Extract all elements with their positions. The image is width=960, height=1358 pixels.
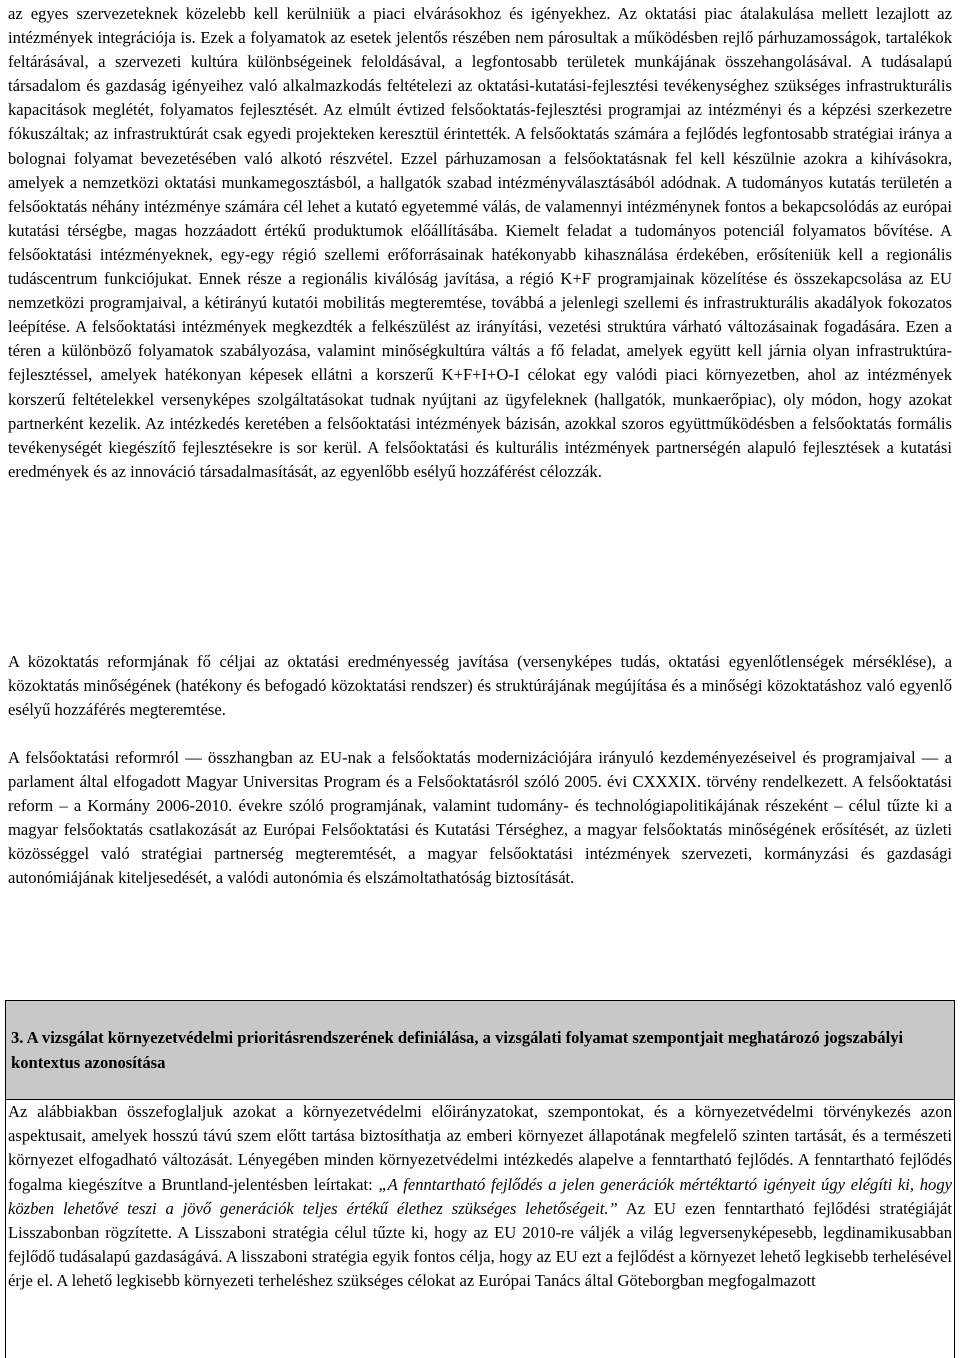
paragraph-public-education-reform: A közoktatás reformjának fő céljai az oktatási eredményesség javítása (versenyképes tudás, oktatási egyenlőtlenségek mérséklése), a közoktatás minőségének (hatékony és befogadó közoktatási rendszer) és struktúrájának megújítása és a minőségi közoktatáshoz való egyenlő esélyű hozzáférés megteremtése. — [8, 652, 952, 720]
paragraph-environmental-priorities — [8, 1100, 952, 1294]
paragraph-higher-education-development: az egyes szervezeteknek közelebb kell kerülniük a piaci elvárásokhoz és igényekhez. Az oktatási piac átalakulása mellett lezajlott az intézmények integrációja is. Ezek a folyamatok az esetek jelentős részében nem párosultak a működésben rejlő párhuzamosságok, tartalékok feltárásával, a szervezeti kultúra különbségeinek feloldásával, a legfontosabb területek munkájának összehangolásával. A tudásalapú társadalom és gazdaság igényeihez való alkalmazkodás feltételezi az oktatási-kutatási-fejlesztési tevékenységhez szükséges infrastrukturális kapacitások meglétét, folyamatos fejlesztését. Az elmúlt évtized felsőoktatás-fejlesztési programjai az intézményi és a képzési szerkezetre fókuszáltak; az infrastruktúrát csak egyedi projekteken keresztül érintették. A felsőoktatás számára a fejlődés legfontosabb stratégiai iránya a bolognai folyamat bevezetésében való alkotó részvétel. Ezzel párhuzamosan a felsőoktatásnak fel kell készülnie azokra a kihívásokra, amelyek a nemzetközi oktatási munkamegosztásból, a hallgatók szabad intézményválasztásából adódnak. A tudományos kutatás területén a felsőoktatás néhány intézménye számára cél lehet a kutató egyetemmé válás, de valamennyi intézménynek fontos a bekapcsolódás az európai kutatási térségbe, magas hozzáadott értékű produktumok előállításába. Kiemelt feladat a tudományos potenciál folyamatos bővítése. A felsőoktatási intézményeknek, egy-egy régió szellemi erőforrásainak hatékonyabb kihasználása érdekében, erősíteniük kell a regionális tudáscentrum funkciójukat. Ennek része a regionális kiválóság javítása, a régió K+F programjainak közelítése és összekapcsolása az EU nemzetközi programjaival, a kétirányú kutatói mobilitás megteremtése, továbbá a jelenlegi szellemi és infrastrukturális akadályok fokozatos leépítése. A felsőoktatási intézmények megkezdték a felkészülést az irányítási, vezetési struktúra várható változásainak fogadására. Ezen a téren a különböző folyamatok szabályozása, valamint minőségkultúra váltás a fő feladat, amelyek együtt kell járnia olyan infrastruktúra-fejlesztéssel, amelyek hatékonyan képesek ellátni a korszerű K+F+I+O-I célokat egy valódi piaci környezetben, ahol az intézmények korszerű feltételekkel versenyképes szolgáltatásokat tudnak nyújtani az ügyfeleknek (hallgatók, munkaerőpiac), oly módon, hogy azokat partnerként kezelik. Az intézkedés keretében a felsőoktatási intézmények bázisán, azokkal szoros együttműködésben a felsőoktatás formális tevékenységét kiegészítő fejlesztésekre is sor kerül. A felsőoktatási és kulturális intézmények partnerségén alapuló fejlesztések a kutatási eredmények és az innováció társadalmasítását, az egyenlőbb esélyű hozzáférést célozzák. — [8, 4, 952, 481]
paragraph-higher-education-reform: A felsőoktatási reformról — összhangban az EU-nak a felsőoktatás modernizációjára irányuló kezdeményezéseivel és programjaival — a parlament által elfogadott Magyar Universitas Program és a Felsőoktatásról szóló 2005. évi CXXXIX. törvény rendelkezett. A felsőoktatási reform – a Kormány 2006-2010. évekre szóló programjának, valamint tudomány- és technológiapolitikájának részeként – célul tűzte ki a magyar felsőoktatás csatlakozását az Európai Felsőoktatási és Kutatási Térséghez, a magyar felsőoktatás minőségének erősítését, az üzleti közösséggel való stratégiai partnerség megteremtését, a magyar felsőoktatási intézmények szervezeti, kormányzási és gazdasági autonómiájának kiteljesedését, a valódi autonómia és elszámoltathatóság biztosítását. — [8, 748, 952, 888]
section-heading-box — [5, 1000, 955, 1100]
paragraph-text-intro: Az alábbiakban összefoglaljuk azokat a környezetvédelmi előirányzatokat, szempontokat, és a környezetvédelmi törvénykezés azon aspektusait, amelyek hosszú távú szem előtt tartása biztosíthatja az emberi környezet állapotának megfelelő szinten tartását, és a természeti környezet elfogadható változását. Lényegében minden környezetvédelmi intézkedés alapelve a fenntartható fejlődés. A fenntartható fejlődés fogalma kiegészítve a Bruntland-jelentésben leírtakat: — [8, 1102, 952, 1194]
paragraph-text-continuation: Az EU ezen fenntartható fejlődési stratégiáját Lisszabonban rögzítette. A Lisszaboni stratégia célul tűzte ki, hogy az EU 2010-re váljék a világ legversenyképesebb, legdinamikusabban fejlődő tudásalapú gazdaságává. A lisszaboni stratégia egyik fontos célja, hogy az EU ezt a fejlődést a környezet lehető legkisebb terhelésével érje el. A lehető legkisebb környezeti terheléshez szükséges célokat az Európai Tanács által Göteborgban megfogalmazott — [8, 1198, 952, 1291]
bruntland-quote: „A fenntartható fejlődés a jelen generációk mértéktartó igényeit úgy elégíti ki, hogy közben lehetővé teszi a jövő generációk teljes értékű élethez szükséges lehetőségeit.” — [8, 1174, 952, 1218]
section-heading: 3. A vizsgálat környezetvédelmi prioritásrendszerének definiálása, a vizsgálati folyamat szempontjait meghatározó jogszabályi kontextus azonosítása — [11, 1028, 904, 1072]
